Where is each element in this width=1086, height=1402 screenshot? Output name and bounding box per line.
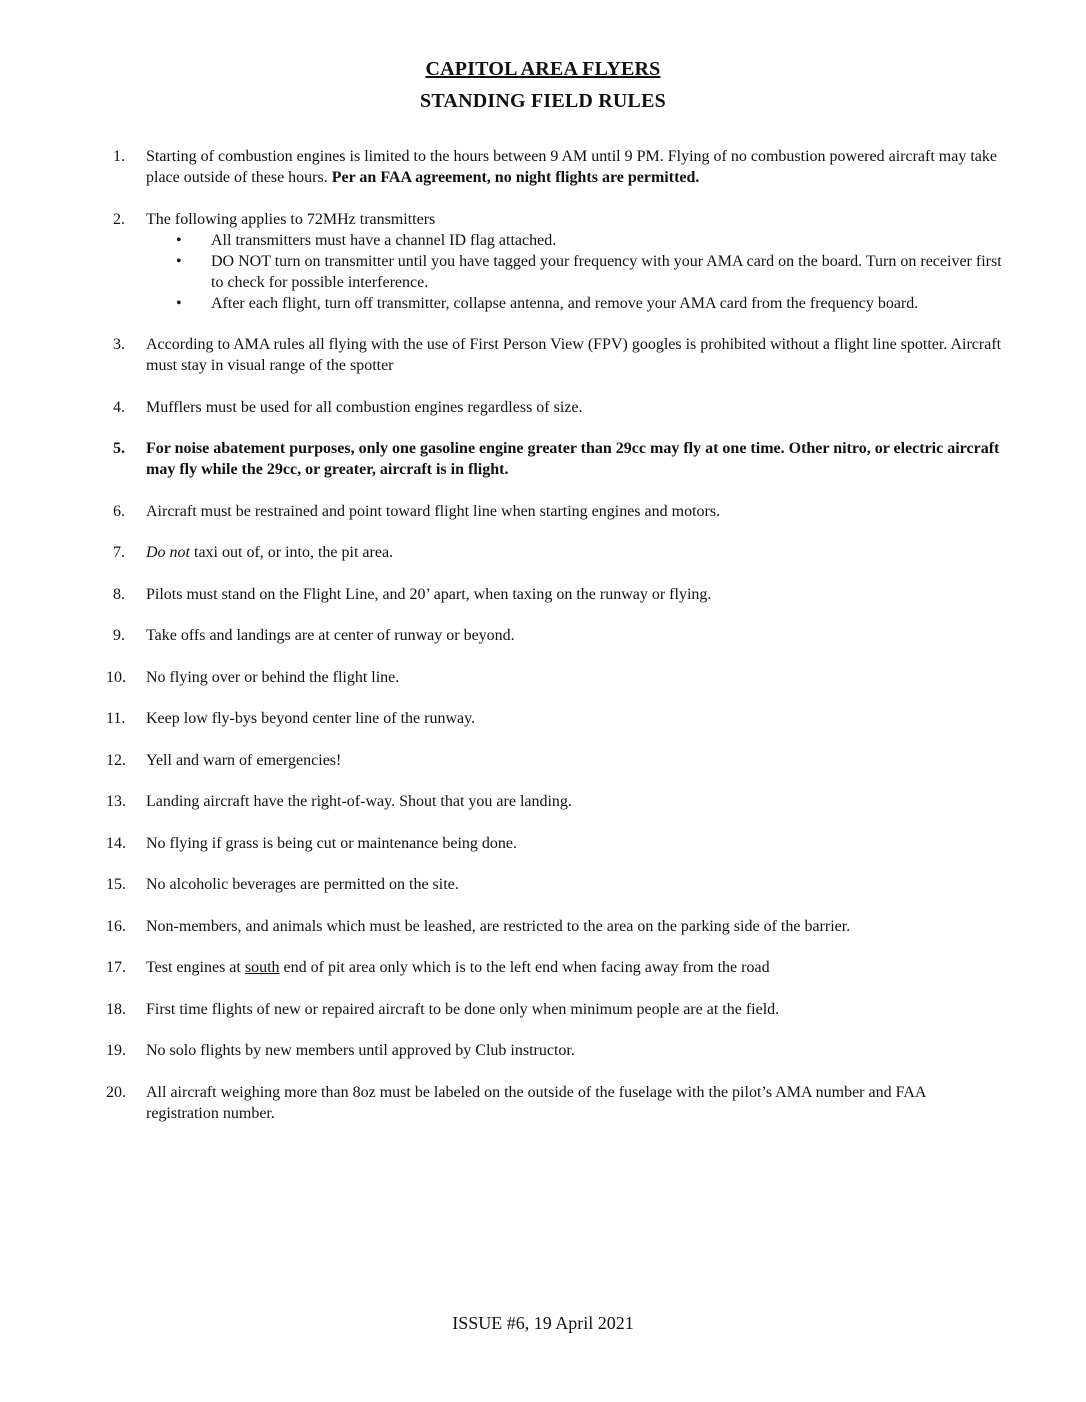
rule-number: 20. [106, 1083, 126, 1101]
rules-list [106, 146, 1002, 1144]
rule-text: No flying if grass is being cut or maintenance being done. [146, 834, 518, 852]
sub-rule-item [146, 230, 1002, 251]
rule-text-plain: taxi out of, or into, the pit area. [190, 544, 394, 561]
org-title: CAPITOL AREA FLYERS [425, 58, 661, 80]
rule-text: Yell and warn of emergencies! [146, 751, 342, 769]
sub-rule-list [146, 230, 1002, 314]
rule-item-8 [106, 584, 1002, 605]
rule-item-6 [106, 501, 1002, 522]
page-title: STANDING FIELD RULES [420, 90, 666, 112]
rule-number: 13. [106, 793, 126, 810]
bullet-icon: • [176, 294, 182, 312]
rule-number: 12. [106, 751, 126, 769]
rule-number: 6. [113, 502, 125, 520]
rule-number: 11. [106, 710, 126, 727]
rule-item-20 [106, 1082, 1002, 1124]
rule-item-18 [106, 999, 1002, 1020]
rule-text: Keep low fly-bys beyond center line of the runway. [146, 710, 476, 727]
rule-number: 3. [113, 336, 125, 353]
rule-text-plain: Starting of combustion engines is limited to the hours between 9 AM until 9 PM. Flying of no combustion powered aircraft may take place outside of these hours. [146, 148, 997, 186]
rule-text: Landing aircraft have the right-of-way. Shout that you are landing. [146, 793, 572, 810]
rule-number: 2. [113, 210, 125, 228]
rule-text: Mufflers must be used for all combustion engines regardless of size. [146, 398, 583, 416]
rule-number: 10. [106, 668, 126, 686]
issue-footer: ISSUE #6, 19 April 2021 [452, 1313, 634, 1333]
rule-text: Take offs and landings are at center of runway or beyond. [146, 627, 515, 644]
rule-text: Aircraft must be restrained and point toward flight line when starting engines and motors. [146, 502, 721, 520]
rule-item-4 [106, 397, 1002, 418]
rule-number: 17. [106, 959, 126, 976]
rule-item-10 [106, 667, 1002, 688]
rule-item-15 [106, 874, 1002, 895]
rule-text [146, 542, 1002, 563]
rule-item-14 [106, 833, 1002, 854]
rule-intro: The following applies to 72MHz transmitters [146, 210, 436, 228]
sub-rule-item [146, 251, 1002, 293]
rule-item-13 [106, 791, 1002, 812]
rule-text-plain: Test engines at [146, 959, 245, 976]
rule-text-plain: end of pit area only which is to the left end when facing away from the road [279, 959, 770, 976]
rule-item-16 [106, 916, 1002, 937]
rule-item-9 [106, 625, 1002, 646]
rule-number: 1. [113, 148, 125, 165]
rule-item-17 [106, 957, 1002, 978]
rule-text-italic: Do not [146, 544, 190, 561]
rule-text: According to AMA rules all flying with the use of First Person View (FPV) googles is prohibited without a flight line spotter. Aircraft must stay in visual range of the spotter [146, 336, 1002, 374]
rule-text: Pilots must stand on the Flight Line, and 20’ apart, when taxing on the runway or flying. [146, 585, 712, 603]
rule-number: 4. [113, 398, 125, 416]
rule-text: No flying over or behind the flight line. [146, 668, 400, 686]
rule-item-19 [106, 1040, 1002, 1061]
rule-item-7 [106, 542, 1002, 563]
rule-text: Non-members, and animals which must be leashed, are restricted to the area on the parking side of the barrier. [146, 917, 851, 935]
sub-rule-text: After each flight, turn off transmitter, collapse antenna, and remove your AMA card from the frequency board. [211, 294, 919, 312]
sub-rule-text: All transmitters must have a channel ID flag attached. [211, 231, 557, 249]
rule-text-bold: Per an FAA agreement, no night flights are permitted. [331, 169, 700, 186]
rule-text-underlined: south [244, 959, 280, 976]
rule-text: No solo flights by new members until approved by Club instructor. [146, 1042, 575, 1059]
rule-text: All aircraft weighing more than 8oz must be labeled on the outside of the fuselage with the pilot’s AMA number and FAA registration number. [146, 1083, 926, 1122]
rule-text: For noise abatement purposes, only one gasoline engine greater than 29cc may fly at one time. Other nitro, or electric aircraft may fly while the 29cc, or greater, aircraft is in flight. [146, 440, 1000, 478]
rule-number: 19. [106, 1042, 126, 1059]
rule-number: 7. [113, 544, 125, 561]
rule-item-12 [106, 750, 1002, 771]
bullet-icon: • [176, 252, 182, 270]
rule-number: 8. [113, 585, 125, 603]
rule-number: 14. [106, 834, 126, 852]
rule-number: 9. [113, 627, 125, 644]
sub-rule-item [146, 293, 1002, 314]
bullet-icon: • [176, 231, 182, 249]
rule-item-1 [106, 146, 1002, 188]
rule-item-5 [106, 438, 1002, 480]
rule-item-2 [106, 209, 1002, 314]
rule-item-11 [106, 708, 1002, 729]
rule-number: 15. [106, 876, 126, 893]
rule-number: 18. [106, 1000, 126, 1018]
rule-text: First time flights of new or repaired aircraft to be done only when minimum people are at the field. [146, 1000, 780, 1018]
sub-rule-text: DO NOT turn on transmitter until you have tagged your frequency with your AMA card on the board. Turn on receiver first to check for possible interference. [211, 252, 1002, 291]
rule-text: No alcoholic beverages are permitted on the site. [146, 876, 459, 893]
rule-text [146, 146, 1002, 188]
rule-item-3 [106, 334, 1002, 376]
rule-number: 5. [113, 440, 125, 457]
rule-text [146, 957, 1002, 978]
rule-text [146, 209, 1002, 314]
rule-number: 16. [106, 917, 126, 935]
